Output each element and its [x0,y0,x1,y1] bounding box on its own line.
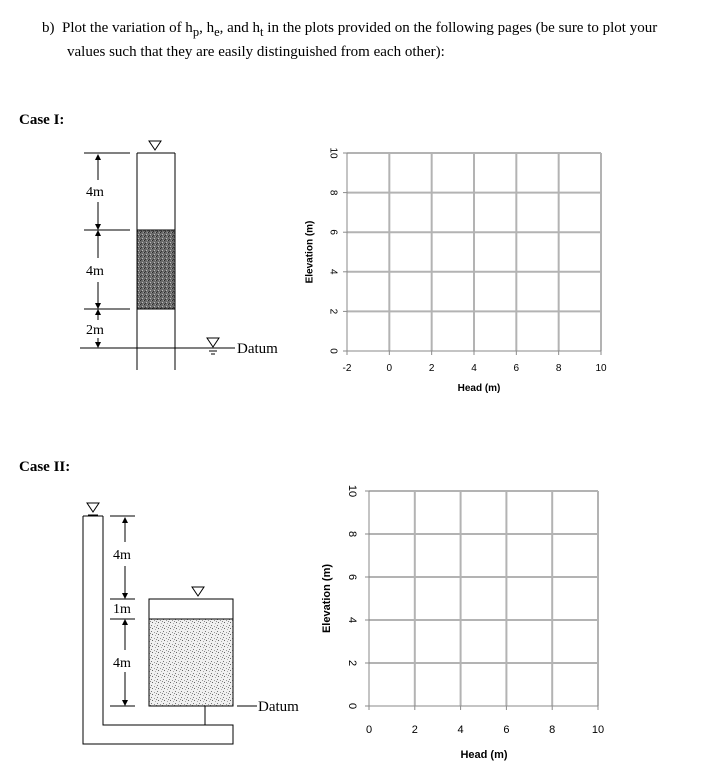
chart2-xtick-label-2: 2 [411,724,418,736]
case1-datum-icon [207,338,219,354]
chart1-ytick-label-10: 10 [327,147,339,159]
chart1-xlabel: Head (m) [457,383,501,394]
chart2-ytick-label-10: 10 [346,484,358,498]
case2-tank-water-level-icon [192,587,204,599]
chart2-ytick-label-2: 2 [346,659,358,667]
case1-dim-label-3: 2m [86,323,104,338]
chart2-ytick-label-0: 0 [346,702,358,710]
case2-chart [321,485,604,761]
chart1-ytick-label-0: 0 [327,348,339,354]
chart1-xtick-label--2: -2 [342,363,352,374]
chart1-ytick-label-6: 6 [327,229,339,235]
case2-soil-sample [149,619,233,706]
chart1-xtick-label-8: 8 [555,363,562,374]
case2-left-water-level-icon [87,503,99,515]
chart1-xtick-label-6: 6 [513,363,520,374]
case1-chart [305,147,607,394]
chart1-xtick-label-10: 10 [595,363,607,374]
chart2-ytick-label-4: 4 [346,616,358,624]
case2-datum-label: Datum [258,699,299,715]
case2-diagram [83,503,257,744]
chart1-xtick-label-0: 0 [386,363,393,374]
question-line2: values such that they are easily distinguished from each other): [67,44,445,60]
question-prefix: b) [42,20,55,36]
chart1-xtick-label-2: 2 [428,363,435,374]
case1-dim-label-2: 4m [86,264,104,279]
chart1-ytick-label-8: 8 [327,189,339,196]
case1-water-level-icon [149,141,161,153]
chart1-ylabel: Elevation (m) [304,220,316,284]
case2-label: Case II: [19,459,71,475]
case2-dim-label-1: 4m [113,548,131,563]
chart2-ylabel: Elevation (m) [321,563,333,634]
chart2-xtick-label-0: 0 [365,724,373,736]
chart2-xtick-label-10: 10 [591,724,605,736]
chart1-ytick-label-2: 2 [327,308,339,315]
case2-dim-label-3: 4m [113,656,131,671]
chart2-ytick-label-8: 8 [346,530,358,538]
question-line1: Plot the variation of $h_p$, $h_e$, and $h_t$ in the plots provided on the following pages (be sure to plot your [62,20,658,39]
chart1-xtick-label-4: 4 [471,363,477,374]
chart2-xtick-label-8: 8 [549,724,556,736]
case1-datum-label: Datum [237,341,278,357]
case1-dim-label-1: 4m [86,185,104,200]
chart2-xtick-label-4: 4 [457,724,464,736]
chart2-ytick-label-6: 6 [346,573,358,581]
case1-soil-sample [137,230,175,309]
chart1-ytick-label-4: 4 [327,269,339,275]
case2-dim-label-2: 1m [113,602,131,617]
chart2-xlabel: Head (m) [460,749,508,761]
case1-label: Case I: [19,112,65,128]
chart2-xtick-label-6: 6 [503,724,510,736]
